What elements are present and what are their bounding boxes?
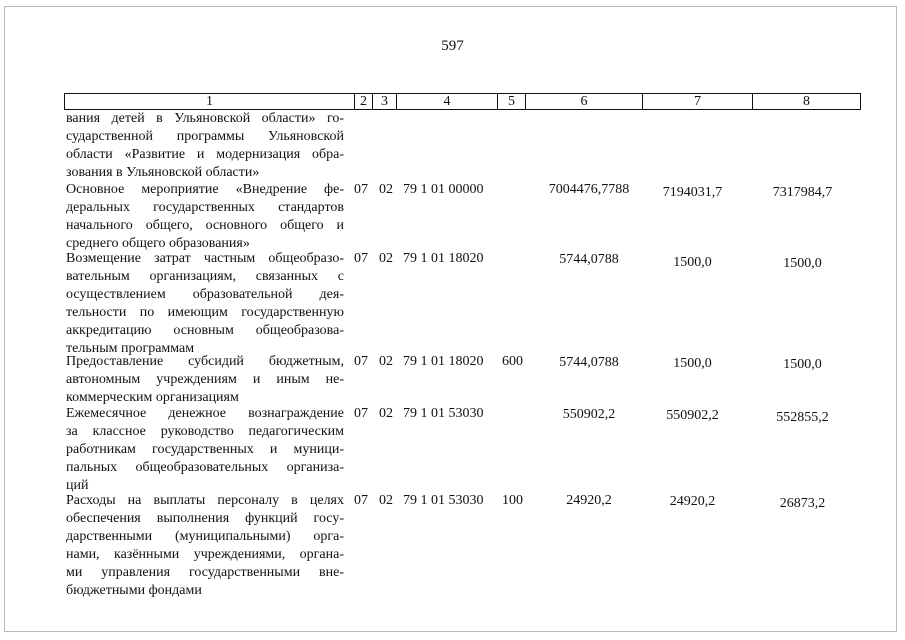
header-col-3: 3 [381, 94, 388, 109]
cell-amount-col6: 5744,0788 [559, 252, 619, 267]
cell-target-article: 79 1 01 00000 [403, 182, 484, 197]
cell-amount-col8: 7317984,7 [772, 185, 833, 200]
description-line: осуществлением образовательной дея- [66, 287, 344, 302]
description-line: бюджетными фондами [66, 583, 202, 598]
table-header [64, 93, 861, 110]
description-line: Возмещение затрат частным общеобразо- [66, 251, 344, 266]
cell-section: 07 [354, 406, 368, 421]
table-row-description [66, 250, 344, 358]
cell-subsection: 02 [379, 406, 393, 421]
description-line: дарственными (муниципальными) орга- [66, 529, 344, 544]
cell-amount-col7: 7194031,7 [662, 185, 723, 200]
header-col-8: 8 [803, 94, 810, 109]
cell-amount-col7: 24920,2 [669, 494, 716, 509]
description-line: обеспечения выполнения функций госу- [66, 511, 344, 526]
cell-subsection: 02 [379, 251, 393, 266]
cell-amount-col6: 5744,0788 [559, 355, 619, 370]
cell-expense-type: 600 [502, 354, 523, 369]
cell-target-article: 79 1 01 53030 [403, 493, 484, 508]
table-row-description [66, 353, 344, 407]
description-line: начального общего, основного общего и [66, 218, 344, 233]
table-row-description [66, 181, 344, 253]
cell-section: 07 [354, 354, 368, 369]
cell-subsection: 02 [379, 354, 393, 369]
description-line: аккредитацию основным общеобразова- [66, 323, 344, 338]
cell-target-article: 79 1 01 53030 [403, 406, 484, 421]
description-line: Предоставление субсидий бюджетным, [66, 354, 344, 369]
page-number: 597 [441, 38, 464, 54]
description-line: работникам государственных и муници- [66, 442, 344, 457]
table-row-description [66, 405, 344, 495]
description-line: пальных общеобразовательных организа- [66, 460, 344, 475]
description-line: Расходы на выплаты персоналу в целях [66, 493, 344, 508]
cell-amount-col7: 1500,0 [673, 356, 712, 371]
cell-target-article: 79 1 01 18020 [403, 251, 484, 266]
description-line: за классное руководство педагогическим [66, 424, 344, 439]
cell-amount-col7: 1500,0 [673, 255, 712, 270]
table-row-description [66, 110, 344, 182]
description-line: коммерческим организациям [66, 390, 239, 405]
description-line: вательным организациям, связанных с [66, 269, 344, 284]
cell-amount-col8: 552855,2 [776, 410, 829, 425]
header-col-1: 1 [206, 94, 213, 109]
description-line: зования в Ульяновской области» [66, 165, 260, 180]
cell-target-article: 79 1 01 18020 [403, 354, 484, 369]
header-col-7: 7 [694, 94, 701, 109]
description-line: вания детей в Ульяновской области» го- [66, 111, 344, 126]
header-col-4: 4 [443, 94, 451, 109]
cell-subsection: 02 [379, 182, 393, 197]
cell-amount-col6: 24920,2 [566, 493, 612, 508]
description-line: ми управления государственными вне- [66, 565, 344, 580]
header-col-2: 2 [360, 94, 367, 109]
header-col-5: 5 [508, 94, 515, 109]
cell-expense-type: 100 [502, 493, 523, 508]
cell-section: 07 [354, 251, 368, 266]
description-line: Основное мероприятие «Внедрение фе- [66, 182, 344, 197]
description-line: среднего общего образования» [66, 236, 250, 251]
cell-amount-col8: 1500,0 [783, 256, 822, 271]
cell-amount-col7: 550902,2 [666, 408, 719, 423]
description-line: сударственной программы Ульяновской [66, 129, 344, 144]
cell-subsection: 02 [379, 493, 393, 508]
cell-amount-col6: 7004476,7788 [548, 182, 630, 197]
description-line: деральных государственных стандартов [66, 200, 344, 215]
description-line: автономным учреждениям и иным не- [66, 372, 344, 387]
table-row-description [66, 492, 344, 600]
description-line: тельности по имеющим государственную [66, 305, 344, 320]
cell-amount-col8: 1500,0 [783, 357, 822, 372]
header-col-6: 6 [580, 94, 588, 109]
cell-section: 07 [354, 493, 368, 508]
description-line: нами, казёнными учреждениями, органа- [66, 547, 344, 562]
cell-section: 07 [354, 182, 368, 197]
cell-amount-col8: 26873,2 [779, 496, 826, 511]
description-line: Ежемесячное денежное вознаграждение [66, 406, 344, 421]
description-line: ций [66, 478, 89, 493]
description-line: тельным программам [66, 341, 195, 356]
description-line: области «Развитие и модернизация обра- [66, 147, 344, 162]
cell-amount-col6: 550902,2 [562, 407, 616, 422]
